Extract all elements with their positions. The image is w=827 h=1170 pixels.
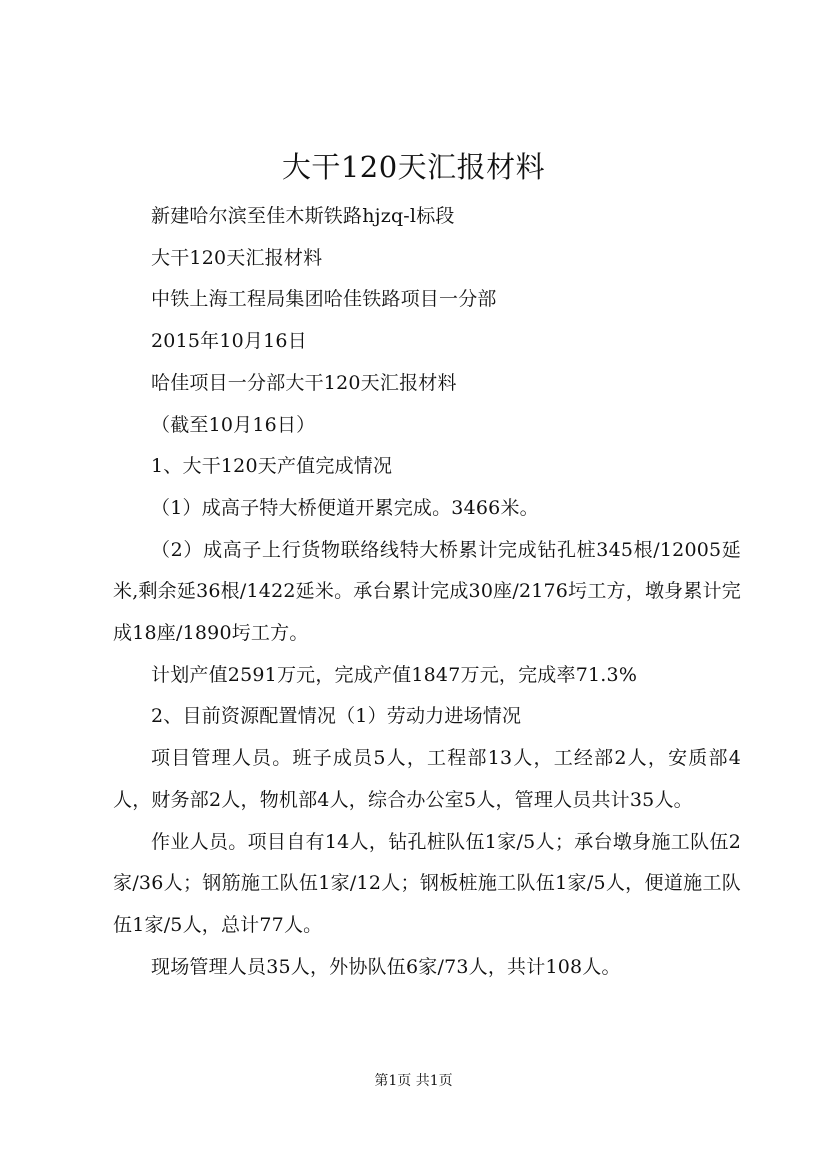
document-body (113, 196, 741, 988)
paragraph-total-staff: 现场管理人员35人，外协队伍6家/73人，共计108人。 (151, 955, 621, 978)
paragraph-project-section: 新建哈尔滨至佳木斯铁路hjzq-l标段 (151, 205, 455, 227)
paragraph-management-staff: 项目管理人员。班子成员5人，工程部13人，工经部2人，安质部4人，财务部2人，物机部4人，综合办公室5人，管理人员共计35人。 (113, 747, 741, 811)
paragraph-date: 2015年10月16日 (151, 330, 307, 353)
paragraph-subtitle: 哈佳项目一分部大干120天汇报材料 (151, 371, 457, 394)
section-heading-resources: 2、目前资源配置情况（1）劳动力进场情况 (151, 705, 522, 728)
page-footer: 第1页 共1页 (374, 1073, 453, 1089)
document-title: 大干120天汇报材料 (281, 150, 546, 184)
paragraph-item-2: （2）成高子上行货物联络线特大桥累计完成钻孔桩345根/12005延米,剩余延36根/1422延米。承台累计完成30座/2176圬工方，墩身累计完成18座/1890圬工方。 (113, 538, 741, 645)
paragraph-organization: 中铁上海工程局集团哈佳铁路项目一分部 (151, 288, 497, 311)
paragraph-operating-staff: 作业人员。项目自有14人，钻孔桩队伍1家/5人；承台墩身施工队伍2家/36人；钢筋施工队伍1家/12人；钢板桩施工队伍1家/5人，便道施工队伍1家/5人，总计77人。 (113, 830, 741, 936)
paragraph-cutoff-date: （截至10月16日） (151, 413, 316, 436)
paragraph-item-1: （1）成高子特大桥便道开累完成。3466米。 (151, 496, 539, 519)
section-heading-output: 1、大干120天产值完成情况 (151, 455, 393, 478)
paragraph-planned-output: 计划产值2591万元，完成产值1847万元，完成率71.3% (151, 663, 638, 686)
paragraph-report-title: 大干120天汇报材料 (151, 246, 323, 269)
